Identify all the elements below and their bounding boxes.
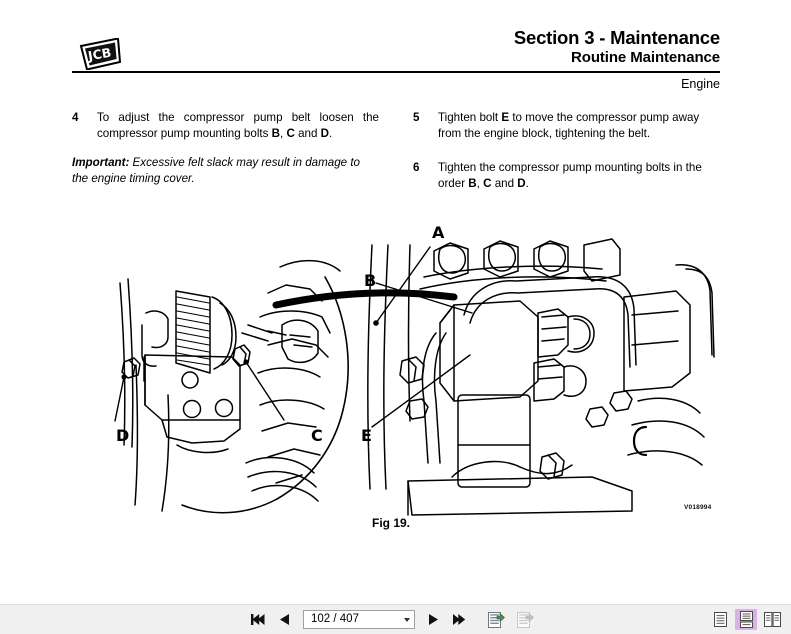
bolt-reference: C [286,127,295,141]
first-page-icon [251,613,266,626]
item-number: 5 [413,111,420,124]
item-number: 6 [413,160,420,174]
view-continuous-button[interactable] [735,609,757,630]
important-note [72,155,379,188]
bolt-reference: B [271,127,281,141]
list-item [413,160,720,193]
figure-reference-code: V018994 [684,504,712,511]
figure-callout-B: B [364,271,377,290]
figure-callout-D: D [116,426,130,445]
header-divider [72,71,720,73]
document-header [72,28,720,91]
page-number-combobox[interactable] [303,610,415,629]
bolt-reference: B [468,177,477,191]
previous-page-icon [279,613,290,626]
last-page-icon [452,613,467,626]
insert-pages-icon [517,612,534,628]
bolt-reference: C [483,177,492,191]
first-page-button[interactable] [249,610,268,629]
note-label: Important: [72,155,130,169]
note-text: Excessive felt slack may result in damage to the engine timing cover. [72,155,361,186]
figure [72,205,720,535]
left-column [72,110,379,200]
chevron-down-icon [404,618,410,622]
continuous-view-icon [740,611,753,628]
bottom-toolbar [0,604,791,634]
bolt-reference: D [320,127,330,141]
svg-text:JCB: JCB [86,44,113,64]
header-titles [72,28,720,66]
next-page-button[interactable] [424,610,443,629]
view-facing-pages-button[interactable] [761,609,783,630]
jcb-logo [78,38,122,70]
previous-page-button[interactable] [275,610,294,629]
extract-pages-icon [488,612,505,628]
bolt-reference: E [501,111,510,124]
item-number: 4 [72,111,79,124]
figure-callout-C: C [311,426,323,445]
list-item [72,110,379,143]
item-text: Tighten bolt E to move the compressor pump away from the engine block, tightening the belt. [438,111,700,141]
figure-caption: Fig 19. [372,516,411,530]
list-item [413,110,720,143]
figure-line-drawing [72,205,720,535]
item-text: To adjust the compressor pump belt loosen the compressor pump mounting bolts B, C and D. [97,111,379,141]
section-label: Engine [681,77,720,92]
view-mode-group [709,609,783,630]
figure-callout-E: E [361,426,372,445]
single-page-view-icon [714,612,727,627]
facing-pages-view-icon [764,612,781,627]
last-page-button[interactable] [450,610,469,629]
page-navigation-group [249,609,536,630]
item-text: Tighten the compressor pump mounting bolts in the order B, C and D. [438,160,702,191]
figure-callout-A: A [432,223,445,242]
bolt-reference: D [517,177,526,191]
view-single-page-button[interactable] [709,609,731,630]
page-indicator-value: 102 / 407 [311,612,359,625]
right-column [413,110,720,200]
extract-pages-button[interactable] [485,609,507,630]
page-title: Section 3 - Maintenance [513,27,720,48]
body-columns [72,110,720,200]
next-page-icon [428,613,439,626]
insert-pages-button[interactable] [514,609,536,630]
page-subtitle: Routine Maintenance [571,49,720,67]
